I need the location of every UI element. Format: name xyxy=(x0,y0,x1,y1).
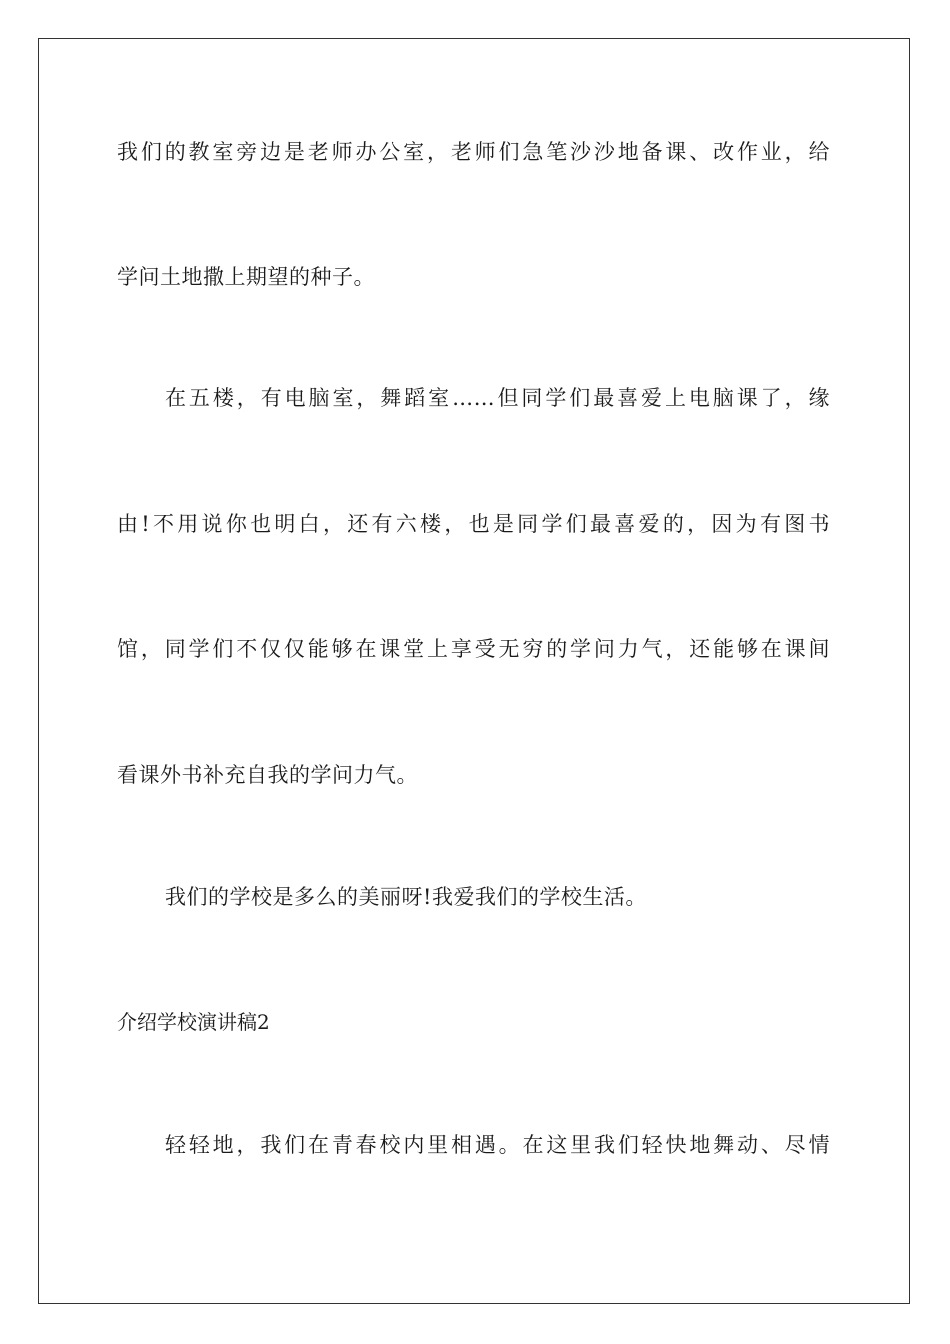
paragraph-line-7: 我们的学校是多么的美丽呀!我爱我们的学校生活。 xyxy=(165,885,647,909)
paragraph-line-6: 看课外书补充自我的学问力气。 xyxy=(117,763,418,787)
paragraph-line-4: 由!不用说你也明白，还有六楼，也是同学们最喜爱的，因为有图书 xyxy=(117,512,830,536)
paragraph-line-3: 在五楼，有电脑室，舞蹈室……但同学们最喜爱上电脑课了，缘 xyxy=(165,386,830,410)
page-border xyxy=(38,38,910,1304)
section-heading: 介绍学校演讲稿2 xyxy=(117,1010,270,1034)
paragraph-line-8: 轻轻地，我们在青春校内里相遇。在这里我们轻快地舞动、尽情 xyxy=(165,1133,830,1157)
paragraph-line-5: 馆，同学们不仅仅能够在课堂上享受无穷的学问力气，还能够在课间 xyxy=(117,637,830,661)
paragraph-line-2: 学问土地撒上期望的种子。 xyxy=(117,265,375,289)
paragraph-line-1: 我们的教室旁边是老师办公室，老师们急笔沙沙地备课、改作业，给 xyxy=(117,140,830,164)
